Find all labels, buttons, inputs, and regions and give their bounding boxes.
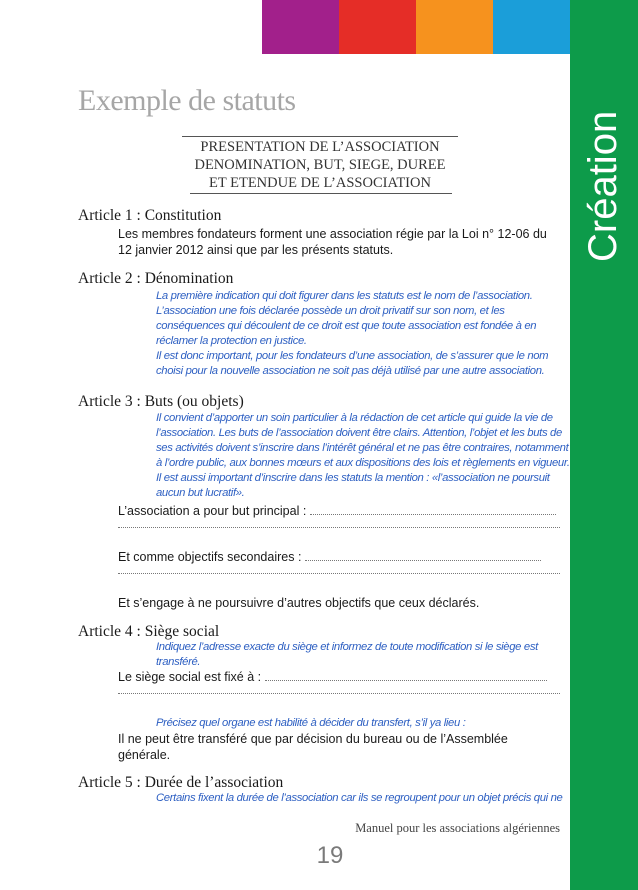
main-goal-label: L’association a pour but principal : [118,504,307,518]
section-label: Création [581,110,625,262]
seat-label: Le siège social est fixé à : [118,670,262,684]
note-line: choisi pour la nouvelle association ne soit pas déjà utilisé par une autre association. [156,365,545,377]
article-1-text: Les membres fondateurs forment une association régie par la Loi n° 12-06 du 12 janvier 2012 ainsi que par les présents statuts. [118,227,547,257]
seat-field[interactable] [265,668,547,681]
headline-line-3: ET ETENDUE DE L’ASSOCIATION [209,175,431,191]
note-line: Il est donc important, pour les fondateurs d’une association, de s’assurer que le nom [156,350,549,362]
article-5-title: Article 5 : Durée de l’association [78,774,284,791]
note-line: l’association. Les buts de l’association doivent être clairs. Attention, l’objet et les buts de [156,427,562,439]
note-line: Indiquez l’adresse exacte du siège et informez de toute modification si le siège est [156,641,538,653]
color-band-blue [493,0,570,54]
seat-line [118,668,562,685]
main-goal-field-line-2[interactable] [118,526,560,528]
secondary-goals-field[interactable] [305,548,541,561]
note-line: transféré. [156,656,201,668]
article-2-note [156,289,560,379]
note-line: Certains fixent la durée de l’association car ils se regroupent pour un objet précis qui ne [156,792,563,804]
secondary-goals-field-line-2[interactable] [118,572,560,574]
article-2-title: Article 2 : Dénomination [78,270,234,287]
article-4-note-2 [156,716,560,731]
article-3-title: Article 3 : Buts (ou objets) [78,393,244,410]
article-1-title: Article 1 : Constitution [78,207,222,224]
article-4-note [156,640,560,670]
color-band-orange [416,0,493,54]
headline-bottom-rule [190,193,452,194]
article-3-closing: Et s’engage à ne poursuivre d’autres objectifs que ceux déclarés. [118,596,480,610]
page-title: Exemple de statuts [78,84,296,117]
headline [150,138,490,192]
color-band-red [339,0,416,54]
note-line: Précisez quel organe est habilité à décider du transfert, s’il ya lieu : [156,717,466,729]
note-line: conséquences qui découlent de ce droit est que toute association est fondée à en [156,320,537,332]
note-line: Il convient d’apporter un soin particulier à la rédaction de cet article qui guide la vie de [156,412,553,424]
footer-manual-title: Manuel pour les associations algériennes [355,821,560,835]
page-number: 19 [316,842,344,869]
secondary-goals-label: Et comme objectifs secondaires : [118,550,302,564]
note-line: La première indication qui doit figurer dans les statuts est le nom de l’association. [156,290,533,302]
main-goal-field[interactable] [310,502,556,515]
note-line: ses activités doivent s’inscrire dans l’intérêt général et ne pas être contraires, notamment [156,442,569,454]
article-4-transfer-text: Il ne peut être transféré que par décision du bureau ou de l’Assemblée générale. [118,732,508,762]
seat-field-line-2[interactable] [118,692,560,694]
color-band-purple [262,0,339,54]
note-line: à l’ordre public, aux bonnes mœurs et aux dispositions des lois et règlements en vigueur. [156,457,570,469]
secondary-goals-line [118,548,562,565]
article-3-note [156,411,570,501]
note-line: réclamer la protection en justice. [156,335,307,347]
headline-top-rule [182,136,458,137]
note-line: aucun but lucratif». [156,487,245,499]
note-line: L’association une fois déclarée possède un droit privatif sur son nom, et les [156,305,505,317]
headline-line-1: PRESENTATION DE L’ASSOCIATION [200,139,440,155]
article-5-note [156,791,563,806]
article-4-title: Article 4 : Siège social [78,623,220,640]
headline-line-2: DENOMINATION, BUT, SIEGE, DUREE [194,157,446,173]
note-line: Il est aussi important d’inscrire dans les statuts la mention : «l’association ne poursuit [156,472,550,484]
main-goal-line [118,502,562,519]
